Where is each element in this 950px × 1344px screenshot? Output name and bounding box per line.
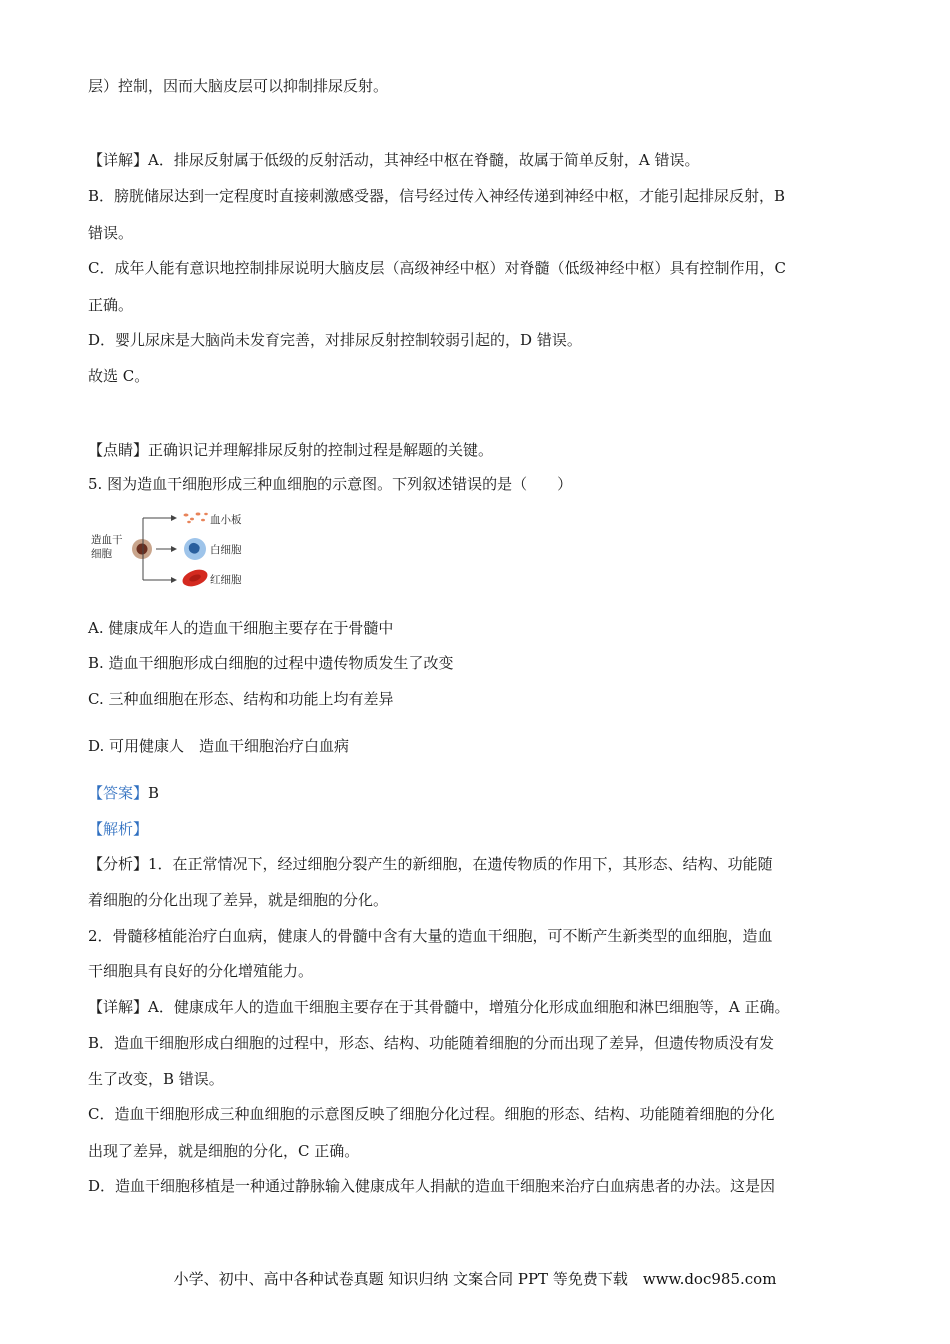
analysis-paragraph <box>88 854 773 874</box>
text-line: 生了改变，B 错误。 <box>88 1070 224 1088</box>
stem-cell-label-line1: 造血干 <box>91 534 123 546</box>
text-line: C．造血干细胞形成三种血细胞的示意图反映了细胞分化过程。细胞的形态、结构、功能随着细胞的分化 <box>88 1105 775 1123</box>
blood-cell-diagram <box>88 505 268 591</box>
detail-tag: 【详解】 <box>88 151 149 169</box>
text-line: 层）控制，因而大脑皮层可以抑制排尿反射。 <box>88 77 389 95</box>
analysis-sub-tag: 【分析】 <box>88 855 149 873</box>
detail-tag-2: 【详解】 <box>88 998 149 1016</box>
arrow-heads <box>171 515 177 583</box>
option-c: C. 三种血细胞在形态、结构和功能上均有差异 <box>88 690 394 708</box>
white-blood-cell-label: 白细胞 <box>210 544 242 556</box>
white-blood-cell-icon <box>184 538 206 560</box>
tip-tag: 【点睛】 <box>88 441 149 459</box>
detail-paragraph <box>88 150 699 170</box>
option-b: B. 造血干细胞形成白细胞的过程中遗传物质发生了改变 <box>88 654 454 672</box>
text-line: 出现了差异，就是细胞的分化，C 正确。 <box>88 1142 360 1160</box>
detail-paragraph-2 <box>88 997 789 1017</box>
answer-value: B <box>148 784 160 802</box>
detail-text: A．排尿反射属于低级的反射活动，其神经中枢在脊髓，故属于简单反射，A 错误。 <box>148 151 700 169</box>
analysis-tag: 【解析】 <box>88 820 149 838</box>
text-line: C．成年人能有意识地控制排尿说明大脑皮层（高级神经中枢）对脊髓（低级神经中枢）具有控制作用，C <box>88 259 786 277</box>
text-line: 着细胞的分化出现了差异，就是细胞的分化。 <box>88 891 389 909</box>
red-blood-cell-label: 红细胞 <box>210 574 242 586</box>
detail-text-2: A．健康成年人的造血干细胞主要存在于其骨髓中，增殖分化形成血细胞和淋巴细胞等，A 正确。 <box>148 998 790 1016</box>
option-d: D. 可用健康人 造血干细胞治疗白血病 <box>88 737 350 755</box>
stem-cell-nucleus <box>137 544 148 555</box>
answer-tag: 【答案】 <box>88 784 149 802</box>
platelet-label: 血小板 <box>210 514 242 526</box>
stem-cell-label-line2: 细胞 <box>91 548 112 560</box>
text-line: 故选 C。 <box>88 367 150 385</box>
tip-text: 正确识记并理解排尿反射的控制过程是解题的关键。 <box>148 441 494 459</box>
text-line: 干细胞具有良好的分化增殖能力。 <box>88 962 314 980</box>
page-footer: 小学、初中、高中各种试卷真题 知识归纳 文案合同 PPT 等免费下载 www.doc985.com <box>173 1270 777 1288</box>
option-a: A. 健康成年人的造血干细胞主要存在于骨髓中 <box>88 619 394 637</box>
text-line: 错误。 <box>88 224 134 242</box>
answer-line <box>88 783 159 803</box>
text-line: D．造血干细胞移植是一种通过静脉输入健康成年人捐献的造血干细胞来治疗白血病患者的办法。这是因 <box>88 1177 776 1195</box>
text-line: 2．骨髓移植能治疗白血病，健康人的骨髓中含有大量的造血干细胞，可不断产生新类型的血细胞，造血 <box>88 927 773 945</box>
text-line: D．婴儿尿床是大脑尚未发育完善，对排尿反射控制较弱引起的，D 错误。 <box>88 331 582 349</box>
platelet-icon <box>184 513 208 524</box>
text-line: 正确。 <box>88 296 134 314</box>
tip-paragraph <box>88 440 493 460</box>
red-blood-cell-icon <box>180 567 210 590</box>
text-line: B．膀胱储尿达到一定程度时直接刺激感受器，信号经过传入神经传递到神经中枢，才能引起排尿反射，B <box>88 187 786 205</box>
analysis-text: 1．在正常情况下，经过细胞分裂产生的新细胞，在遗传物质的作用下，其形态、结构、功能随 <box>148 855 773 873</box>
question-5: 5. 图为造血干细胞形成三种血细胞的示意图。下列叙述错误的是（ ） <box>88 475 573 493</box>
text-line: B．造血干细胞形成白细胞的过程中，形态、结构、功能随着细胞的分而出现了差异，但遗传物质没有发 <box>88 1034 775 1052</box>
